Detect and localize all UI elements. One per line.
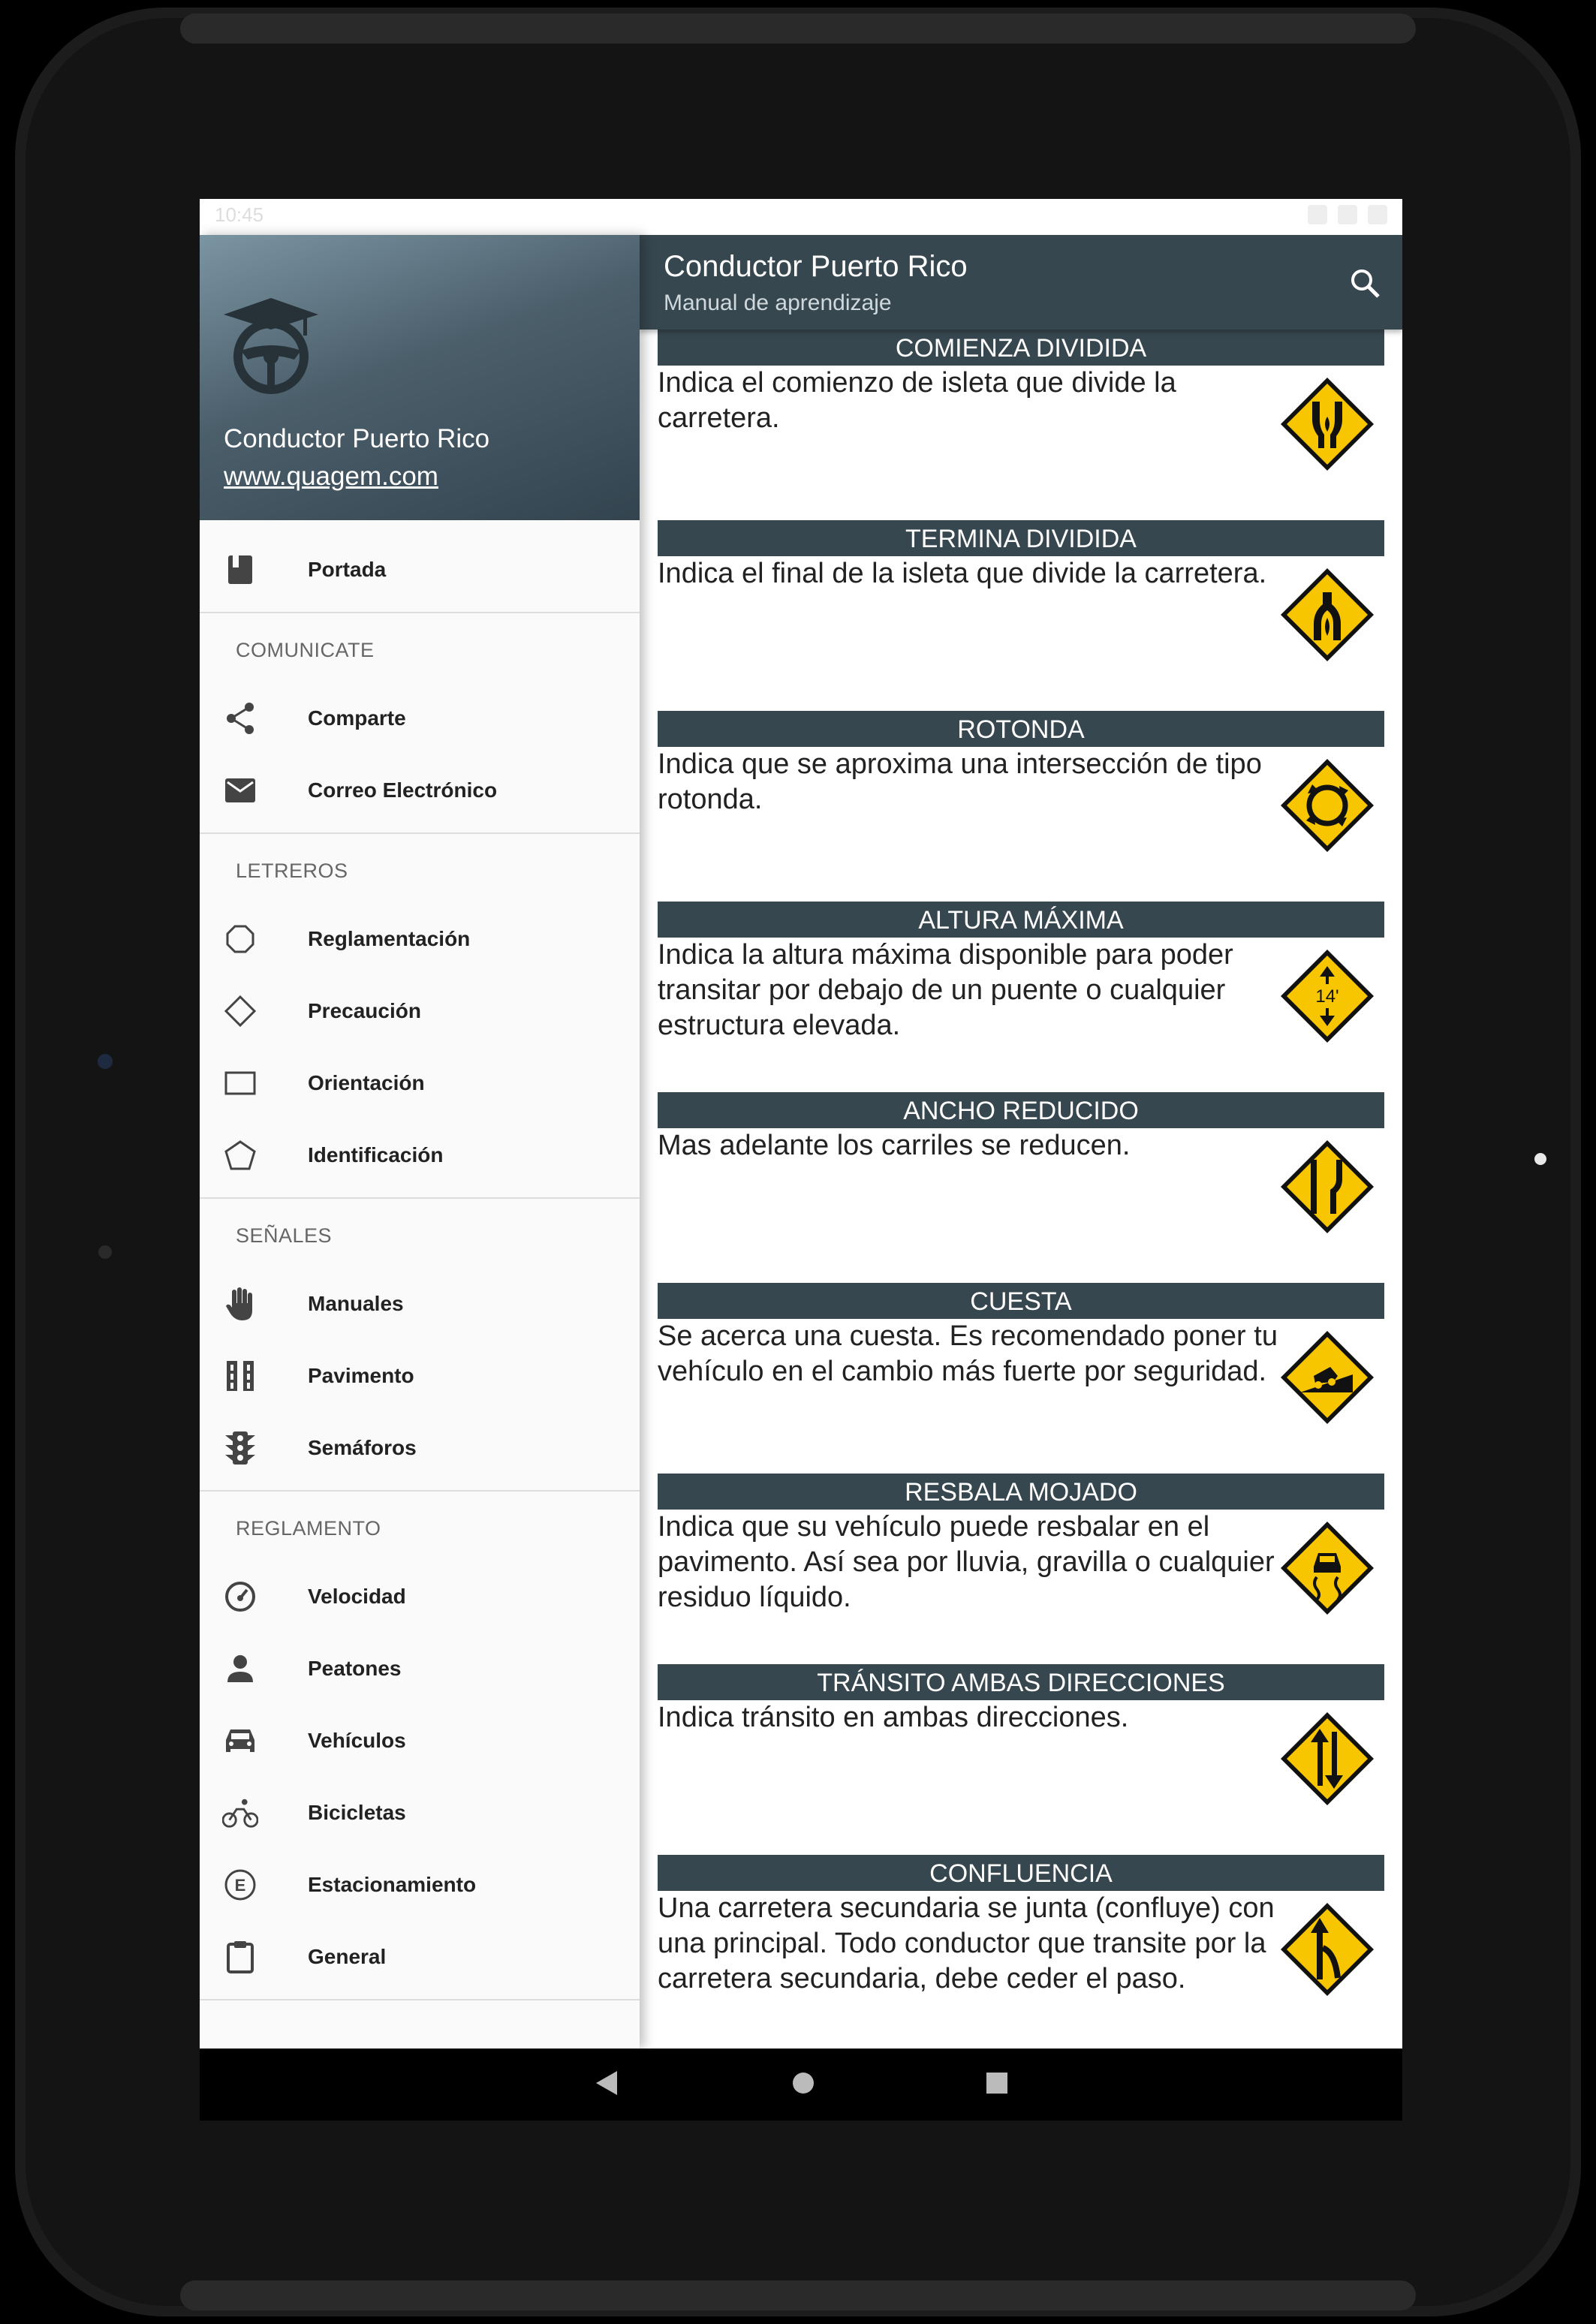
- nav-item-bicicletas[interactable]: [200, 1777, 640, 1849]
- nav-item-label: Portada: [308, 558, 387, 581]
- sign-description: Se acerca una cuesta. Es recomendado poner tu vehículo en el cambio más fuerte por seguridad.: [658, 1320, 1278, 1387]
- sign-title: TERMINA DIVIDIDA: [658, 520, 1384, 556]
- divided-start-sign-icon: [1278, 375, 1377, 474]
- sign-title: ANCHO REDUCIDO: [658, 1092, 1384, 1128]
- nav-item-vehiculos[interactable]: [200, 1705, 640, 1777]
- diamond-icon: [222, 993, 258, 1029]
- svg-text:E: E: [234, 1876, 246, 1895]
- nav-item-label: Semáforos: [308, 1436, 417, 1459]
- mail-icon: [222, 772, 258, 808]
- nav-item-label: Identificación: [308, 1143, 444, 1167]
- app-title: Conductor Puerto Rico: [664, 250, 968, 283]
- svg-text:14': 14': [1315, 986, 1339, 1007]
- drawer-app-title: Conductor Puerto Rico: [224, 424, 490, 453]
- speedometer-icon: [222, 1579, 258, 1615]
- max-height-sign-icon: [1278, 947, 1377, 1046]
- home-icon[interactable]: [788, 2068, 818, 2098]
- sign-title: TRÁNSITO AMBAS DIRECCIONES: [658, 1664, 1384, 1700]
- sign-card[interactable]: [658, 1664, 1384, 1853]
- roundabout-sign-icon: [1278, 756, 1377, 855]
- nav-item-label: Estacionamiento: [308, 1873, 477, 1896]
- merge-sign-icon: [1278, 1900, 1377, 1999]
- sign-description: Indica la altura máxima disponible para poder transitar por debajo de un puente o cualquier estructura elevada.: [658, 939, 1233, 1041]
- nav-item-peatones[interactable]: [200, 1633, 640, 1705]
- app-logo-icon: [222, 297, 320, 394]
- sign-card[interactable]: [658, 1855, 1384, 2044]
- back-icon[interactable]: [593, 2068, 620, 2098]
- nav-item-label: Pavimento: [308, 1364, 414, 1387]
- section-header-letreros: LETREROS: [236, 859, 348, 882]
- sign-card[interactable]: [658, 1474, 1384, 1663]
- nav-item-velocidad[interactable]: [200, 1561, 640, 1633]
- screen: [200, 199, 1402, 2121]
- navigation-drawer: [200, 235, 640, 2049]
- sign-description: Indica tránsito en ambas direcciones.: [658, 1702, 1129, 1733]
- traffic-light-icon: [222, 1430, 258, 1466]
- slippery-sign-icon: [1278, 1519, 1377, 1618]
- sign-title: CUESTA: [658, 1283, 1384, 1319]
- section-header-comunicate: COMUNICATE: [236, 639, 375, 661]
- hand-icon: [222, 1286, 258, 1322]
- nav-item-label: Orientación: [308, 1071, 425, 1094]
- app-bar: [640, 235, 1402, 330]
- divider: [200, 1999, 640, 2000]
- drawer-website-link[interactable]: www.quagem.com: [224, 462, 438, 491]
- sign-card[interactable]: [658, 1092, 1384, 1281]
- nav-item-estacionamiento[interactable]: [200, 1849, 640, 1921]
- nav-item-orientacion[interactable]: [200, 1047, 640, 1119]
- wifi-icon: [1308, 205, 1327, 224]
- nav-item-label: Vehículos: [308, 1729, 406, 1752]
- bicycle-icon: [222, 1795, 258, 1831]
- battery-icon: [1368, 205, 1387, 224]
- nav-item-portada[interactable]: [200, 534, 640, 606]
- clipboard-icon: [222, 1939, 258, 1975]
- sign-card[interactable]: [658, 330, 1384, 519]
- status-time: 10:45: [215, 203, 264, 226]
- nav-item-comparte[interactable]: [200, 682, 640, 754]
- sign-description: Indica que su vehículo puede resbalar en el pavimento. Así sea por lluvia, gravilla o cualquier residuo líquido.: [658, 1511, 1275, 1613]
- hill-sign-icon: [1278, 1328, 1377, 1427]
- app-subtitle: Manual de aprendizaje: [664, 290, 892, 315]
- nav-item-semaforos[interactable]: [200, 1412, 640, 1484]
- system-nav-bar: [200, 2049, 1402, 2121]
- octagon-icon: [222, 921, 258, 957]
- nav-item-label: General: [308, 1945, 387, 1968]
- drawer-header: [200, 235, 640, 520]
- sign-card[interactable]: [658, 711, 1384, 900]
- car-icon: [222, 1723, 258, 1759]
- nav-item-label: Comparte: [308, 706, 406, 730]
- sign-card[interactable]: [658, 1283, 1384, 1472]
- sign-description: Indica el comienzo de isleta que divide la carretera.: [658, 367, 1176, 434]
- nav-item-precaucion[interactable]: [200, 975, 640, 1047]
- sign-title: ROTONDA: [658, 711, 1384, 747]
- pavement-icon: [222, 1358, 258, 1394]
- sign-title: RESBALA MOJADO: [658, 1474, 1384, 1510]
- nav-item-correo[interactable]: [200, 754, 640, 826]
- nav-item-reglamentacion[interactable]: [200, 903, 640, 975]
- nav-item-label: Precaución: [308, 999, 421, 1022]
- nav-item-label: Peatones: [308, 1657, 402, 1680]
- two-way-sign-icon: [1278, 1709, 1377, 1808]
- nav-item-manuales[interactable]: [200, 1268, 640, 1340]
- nav-item-identificacion[interactable]: [200, 1119, 640, 1191]
- sign-description: Indica que se aproxima una intersección de tipo rotonda.: [658, 748, 1262, 815]
- narrow-road-sign-icon: [1278, 1137, 1377, 1236]
- section-header-senales: SEÑALES: [236, 1224, 333, 1247]
- sign-card[interactable]: [658, 520, 1384, 709]
- status-icons: [1308, 205, 1387, 224]
- nav-item-label: Correo Electrónico: [308, 778, 498, 802]
- section-header-reglamento: REGLAMENTO: [236, 1517, 381, 1540]
- nav-item-label: Velocidad: [308, 1585, 406, 1608]
- sign-description: Una carretera secundaria se junta (confluye) con una principal. Todo conductor que transite por la carretera secundaria, debe ceder el paso.: [658, 1892, 1275, 1994]
- sign-title: CONFLUENCIA: [658, 1855, 1384, 1891]
- nav-item-label: Manuales: [308, 1292, 404, 1315]
- nav-item-label: Bicicletas: [308, 1801, 406, 1824]
- recents-icon[interactable]: [982, 2068, 1012, 2098]
- sign-list[interactable]: [640, 330, 1402, 2049]
- sign-card[interactable]: [658, 902, 1384, 1091]
- sign-title: ALTURA MÁXIMA: [658, 902, 1384, 938]
- share-icon: [222, 700, 258, 736]
- divided-end-sign-icon: [1278, 565, 1377, 664]
- book-icon: [222, 552, 258, 588]
- nav-item-pavimento[interactable]: [200, 1340, 640, 1412]
- signal-icon: [1338, 205, 1357, 224]
- sign-title: COMIENZA DIVIDIDA: [658, 330, 1384, 366]
- status-bar: [200, 199, 1402, 235]
- nav-item-general[interactable]: [200, 1921, 640, 1993]
- pentagon-icon: [222, 1137, 258, 1173]
- sign-description: Indica el final de la isleta que divide la carretera.: [658, 558, 1267, 589]
- person-icon: [222, 1651, 258, 1687]
- parking-e-icon: [222, 1867, 258, 1903]
- search-icon[interactable]: [1347, 265, 1383, 301]
- sign-description: Mas adelante los carriles se reducen.: [658, 1130, 1131, 1161]
- nav-item-label: Reglamentación: [308, 927, 471, 950]
- rectangle-icon: [222, 1065, 258, 1101]
